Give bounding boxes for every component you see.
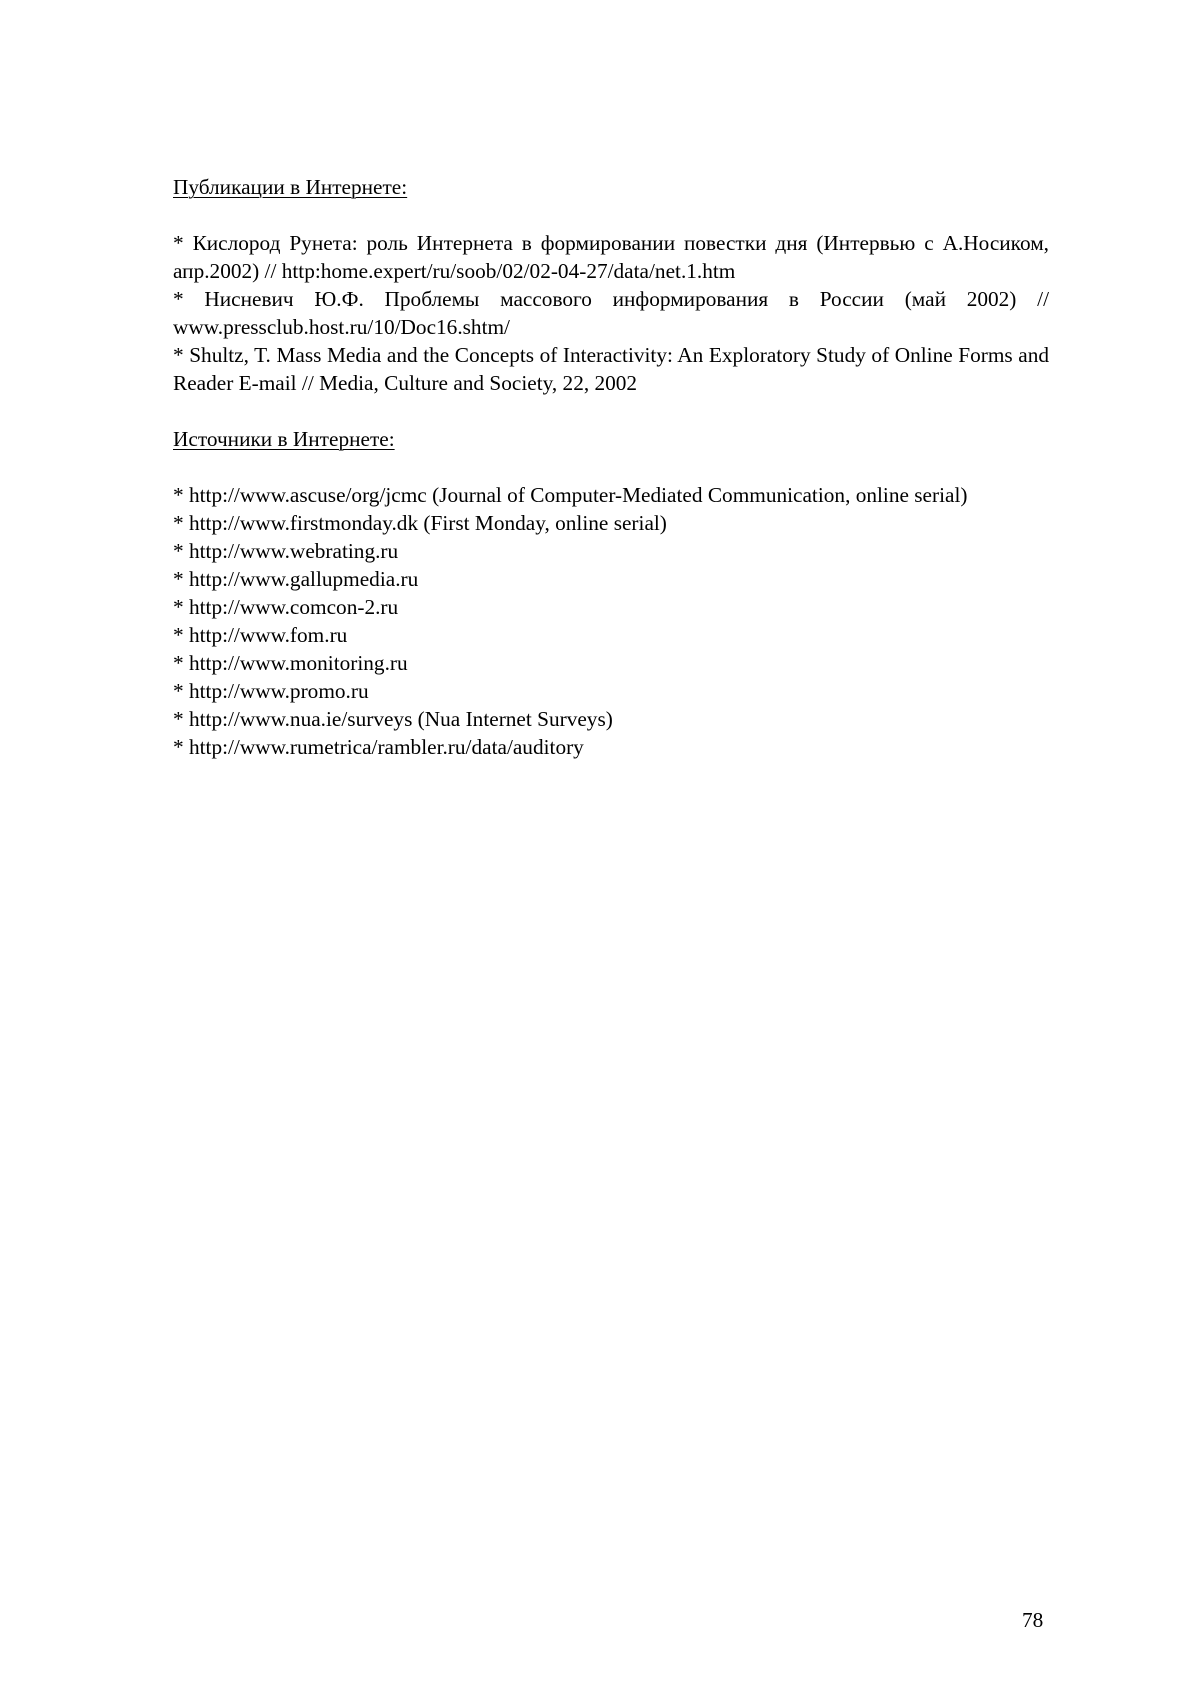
source-item-promo: * http://www.promo.ru — [173, 679, 369, 703]
source-item-firstmonday: * http://www.firstmonday.dk (First Monday, online serial) — [173, 511, 667, 535]
source-item-nua: * http://www.nua.ie/surveys (Nua Internet Surveys) — [173, 707, 613, 731]
source-item-jcmc: * http://www.ascuse/org/jcmc (Journal of Computer-Mediated Communication, online serial) — [173, 483, 968, 507]
source-item-comcon: * http://www.comcon-2.ru — [173, 595, 399, 619]
sources-heading: Источники в Интернете: — [173, 427, 395, 451]
publication-entry-1: * Кислород Рунета: роль Интернета в формировании повестки дня (Интервью с А.Носиком, апр.2002) // http:home.expert/ru/soob/02/02-04-27/data/net.1.htm — [173, 231, 1049, 283]
spacer — [173, 397, 1049, 425]
spacer — [173, 201, 1049, 229]
publications-heading: Публикации в Интернете: — [173, 175, 408, 199]
page-number: 78 — [1022, 1608, 1044, 1632]
source-item-rumetrica: * http://www.rumetrica/rambler.ru/data/auditory — [173, 735, 584, 759]
page-content — [173, 173, 1049, 761]
source-item-monitoring: * http://www.monitoring.ru — [173, 651, 408, 675]
source-item-webrating: * http://www.webrating.ru — [173, 539, 399, 563]
publication-entry-3: * Shultz, T. Mass Media and the Concepts of Interactivity: An Exploratory Study of Online Forms and Reader E-mail // Media, Culture and Society, 22, 2002 — [173, 343, 1049, 395]
source-item-fom: * http://www.fom.ru — [173, 623, 348, 647]
source-item-gallupmedia: * http://www.gallupmedia.ru — [173, 567, 419, 591]
publication-entry-2: * Нисневич Ю.Ф. Проблемы массового информирования в России (май 2002) // www.pressclub.host.ru/10/Doc16.shtm/ — [173, 287, 1049, 339]
spacer — [173, 453, 1049, 481]
